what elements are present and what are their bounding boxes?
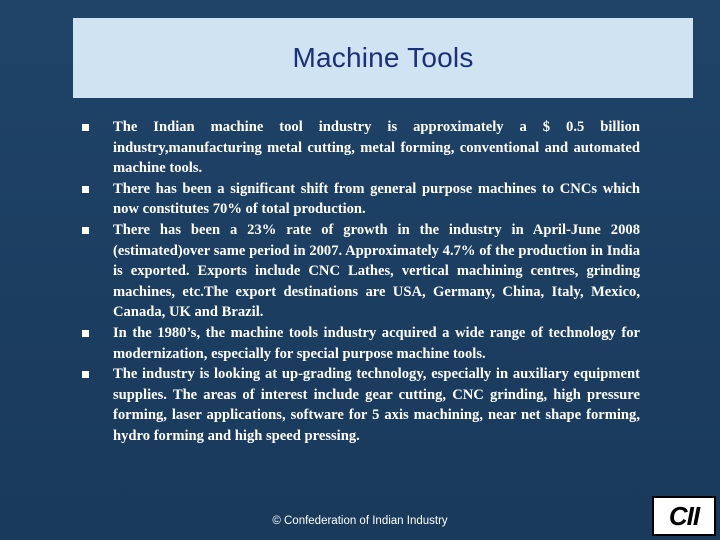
bullet-text: There has been a 23% rate of growth in the industry in April-June 2008 (estimated)over same period in 2007. Approximately 4.7% of the production in India is exported. Exports include CNC Lathes, vertical machining centres, grinding machines, etc.The export destinations are USA, Germany, China, Italy, Mexico, Canada, UK and Brazil.: [113, 221, 640, 321]
logo-text: CII: [668, 500, 700, 531]
bullet-item: [80, 117, 640, 179]
square-bullet-icon: [82, 227, 89, 234]
bullet-text: In the 1980’s, the machine tools industry acquired a wide range of technology for modernization, especially for special purpose machine tools.: [113, 324, 640, 362]
bullet-item: [80, 179, 640, 220]
bullet-list: [80, 117, 640, 447]
square-bullet-icon: [82, 124, 89, 131]
bullet-item: [80, 220, 640, 323]
cii-logo: [652, 496, 716, 536]
footer-copyright: © Confederation of Indian Industry: [272, 515, 448, 527]
bullet-text: The industry is looking at up-grading technology, especially in auxiliary equipment supplies. The areas of interest include gear cutting, CNC grinding, high pressure forming, laser applications, software for 5 axis machining, near net shape forming, hydro forming and high speed pressing.: [113, 366, 640, 444]
slide-title: Machine Tools: [292, 42, 474, 73]
title-box: [73, 18, 693, 98]
square-bullet-icon: [82, 186, 89, 193]
square-bullet-icon: [82, 330, 89, 337]
square-bullet-icon: [82, 371, 89, 378]
bullet-text: The Indian machine tool industry is approximately a $ 0.5 billion industry,manufacturing metal cutting, metal forming, conventional and automated machine tools.: [113, 119, 640, 177]
bullet-text: There has been a significant shift from general purpose machines to CNCs which now constitutes 70% of total production.: [113, 180, 640, 218]
bullet-item: [80, 323, 640, 364]
bullet-item: [80, 364, 640, 446]
